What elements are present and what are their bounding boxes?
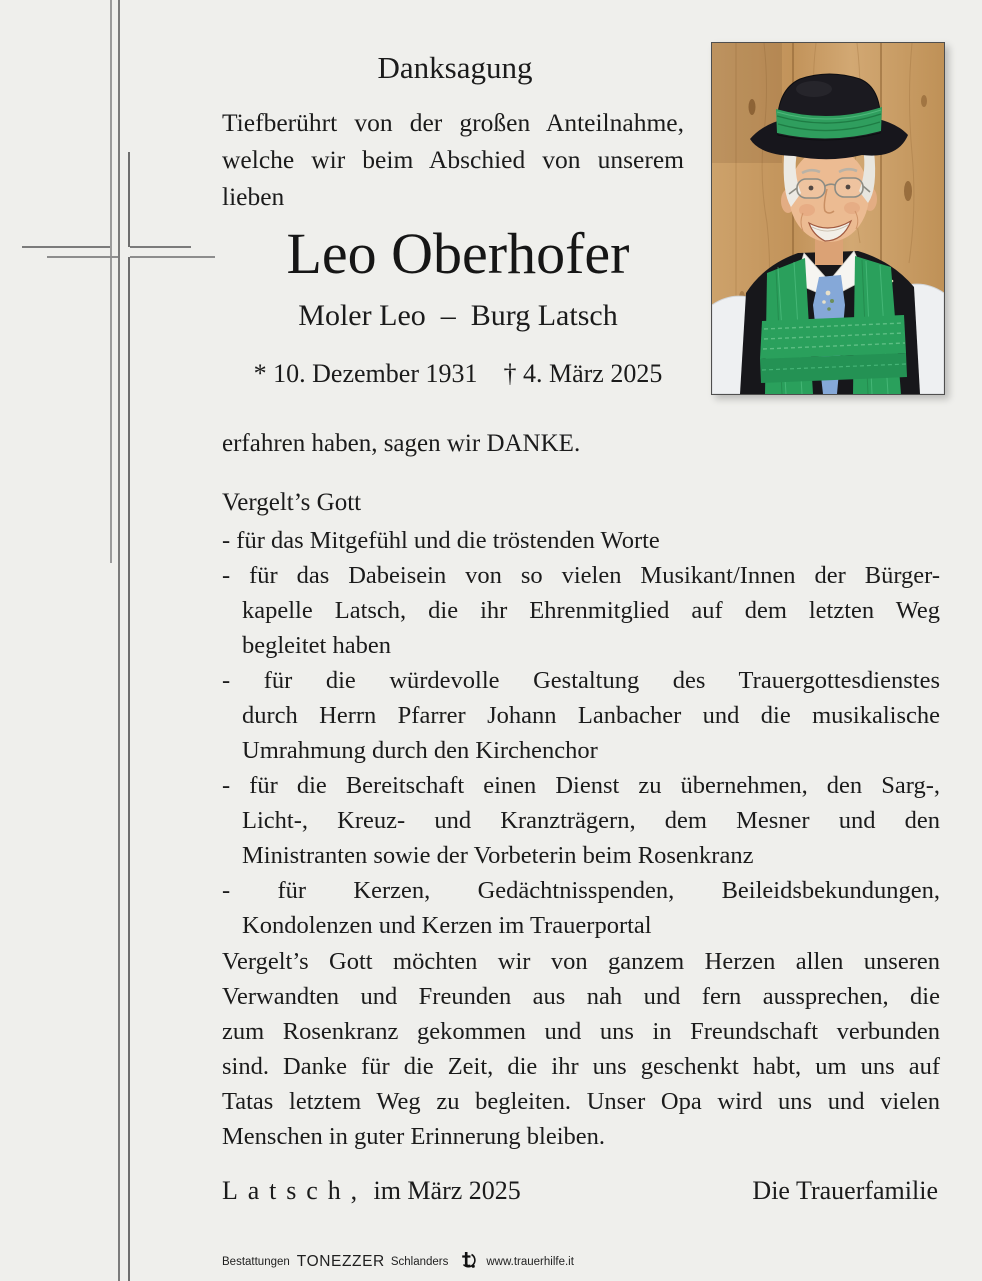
cross-line-vertical-inner-bottom (128, 257, 130, 1281)
text-line: Ministranten sowie der Vorbeterin beim Rosenkranz (242, 842, 754, 869)
list-item (222, 523, 940, 558)
cross-line-horizontal-lower-right (130, 256, 215, 258)
portrait-photo (711, 42, 945, 395)
footer-prefix: Bestattungen (222, 1256, 290, 1268)
text-line: - für die Bereitschaft einen Dienst zu übernehmen, den Sarg-, (222, 772, 940, 799)
text-line: Tiefberührt von der großen Anteilnahme, (222, 108, 684, 137)
cross-line-vertical-left (110, 0, 112, 563)
thanks-heading: Vergelt’s Gott (222, 489, 362, 516)
intro-paragraph (222, 104, 684, 215)
trauerhilfe-logo (459, 1250, 478, 1275)
text-line: - für die würdevolle Gestaltung des Trauergottesdienstes (222, 667, 940, 694)
nickname-right: Burg Latsch (470, 299, 618, 332)
text-line: Vergelt’s Gott möchten wir von ganzem Herzen allen unseren (222, 948, 940, 975)
deceased-name: Leo Oberhofer (286, 221, 630, 286)
text-line: Verwandten und Freunden aus nah und fern aussprechen, die (222, 983, 940, 1010)
portrait-illustration (712, 43, 944, 394)
text-line: begleitet haben (242, 632, 391, 659)
date-text: im März 2025 (366, 1176, 521, 1205)
family-signature: Die Trauerfamilie (752, 1176, 938, 1205)
closing-paragraph (222, 944, 940, 1154)
footer-brand: TONEZZER (296, 1253, 385, 1270)
text-line: durch Herrn Pfarrer Johann Lanbacher und die musikalische (242, 702, 940, 729)
text-line: kapelle Latsch, die ihr Ehrenmitglied auf dem letzten Weg (242, 597, 940, 624)
list-item (222, 663, 940, 768)
text-line: Umrahmung durch den Kirchenchor (242, 737, 598, 764)
text-line: lieben (222, 182, 285, 211)
death-date: † 4. März 2025 (503, 359, 663, 388)
life-dates (222, 359, 694, 389)
thanks-list (222, 523, 940, 943)
cross-line-vertical-inner-top (128, 152, 130, 247)
cross-line-horizontal-lower-left (47, 256, 118, 258)
text-line: - für das Dabeisein von so vielen Musikant/Innen der Bürger- (222, 562, 940, 589)
place-and-date (222, 1176, 521, 1206)
text-line: Kondolenzen und Kerzen im Trauerportal (242, 912, 652, 939)
text-line: welche wir beim Abschied von unserem (222, 145, 684, 174)
funeral-home-footer (222, 1250, 940, 1274)
footer-website: www.trauerhilfe.it (486, 1256, 574, 1268)
list-item (222, 558, 940, 663)
list-item (222, 768, 940, 873)
text-line: Tatas letztem Weg zu begleiten. Unser Opa wird uns und vielen (222, 1088, 940, 1115)
cross-line-horizontal-upper-left (22, 246, 110, 248)
signature-row (222, 1176, 938, 1206)
text-line: Menschen in guter Erinnerung bleiben. (222, 1123, 606, 1150)
text-line: - für Kerzen, Gedächtnisspenden, Beileidsbekundungen, (222, 877, 940, 904)
thanks-intro: erfahren haben, sagen wir DANKE. (222, 430, 581, 457)
deceased-nickname (222, 299, 694, 333)
cross-line-horizontal-upper-right (130, 246, 191, 248)
nickname-left: Moler Leo (298, 299, 426, 332)
text-line: zum Rosenkranz gekommen und uns in Freundschaft verbunden (222, 1018, 940, 1045)
page-title: Danksagung (377, 50, 533, 85)
list-item (222, 873, 940, 943)
nickname-dash: – (440, 299, 456, 332)
text-line: - für das Mitgefühl und die tröstenden Worte (222, 527, 660, 554)
place-name: Latsch, (222, 1176, 367, 1205)
cross-line-vertical-main (118, 0, 120, 1281)
text-line: sind. Danke für die Zeit, die ihr uns geschenkt habt, um uns auf (222, 1053, 940, 1080)
footer-city: Schlanders (390, 1256, 449, 1268)
birth-date: * 10. Dezember 1931 (253, 359, 478, 388)
text-line: Licht-, Kreuz- und Kranzträgern, dem Mesner und den (242, 807, 940, 834)
